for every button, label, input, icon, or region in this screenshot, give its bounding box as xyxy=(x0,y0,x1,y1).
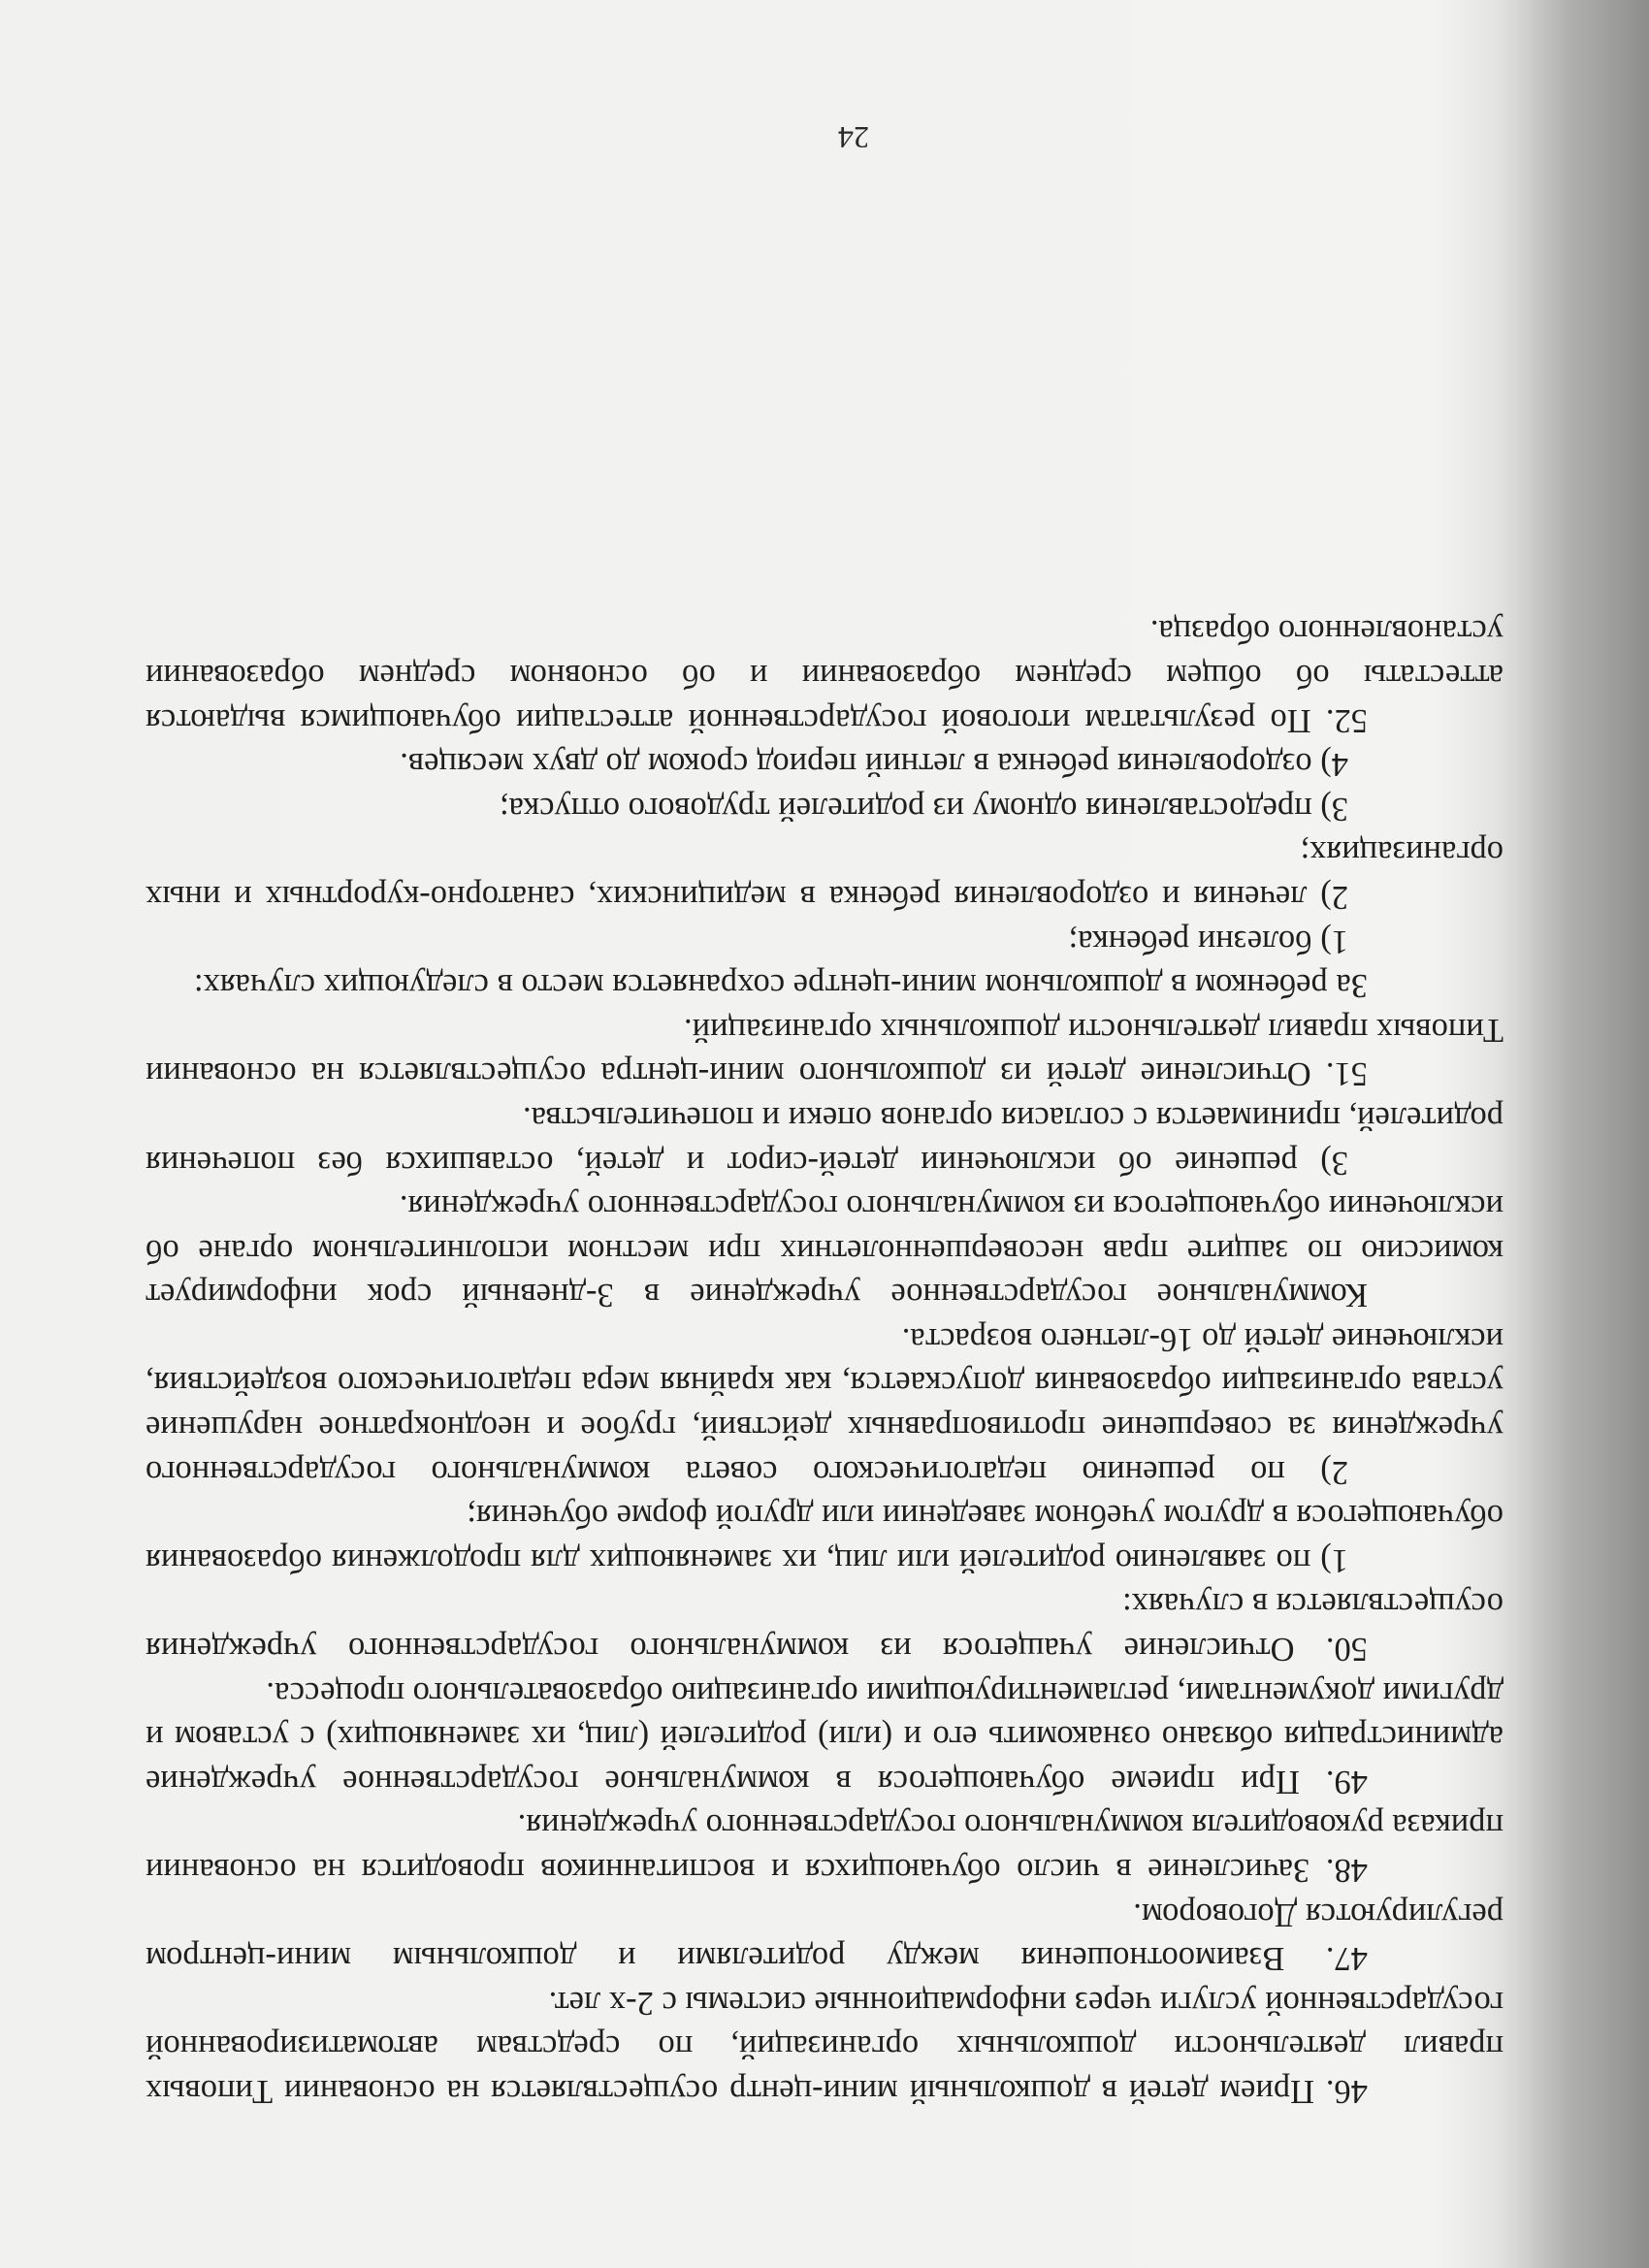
paragraph-50-item-1: 1) по заявлению родителей или лиц, их заменяющих для продолжения образования обучающегося в другом учебном заведении или другой форме обучения; xyxy=(146,1498,1504,1579)
paragraph-48: 48. Зачисление в число обучающихся и воспитанников проводится на основании приказа руководителя коммунального государственного учреждения. xyxy=(146,1807,1504,1890)
paragraph-51-item-4: 4) оздоровления ребенка в летний период сроком до двух месяцев. xyxy=(400,746,1348,784)
paragraph-51-item-1: 1) болезни ребенка; xyxy=(1068,923,1348,960)
paragraph-51-item-2: 2) лечения и оздоровления ребенка в медицинских, санаторно-курортных и иных организациях; xyxy=(146,834,1504,916)
paragraph-49: 49. При приеме обучающегося в коммунальное государственное учреждение администрация обязано ознакомить его и (или) родителей (лиц, их заменяющих) с уставом и другими документами, регламентирующими организацию образовательного процесса. xyxy=(146,1674,1504,1800)
paragraph-46: 46. Прием детей в дошкольный мини-центр осуществляется на основании Типовых правил деятельности дошкольных организаций, по средствам автоматизированной государственной услуги через информационные системы с 2-х лет. xyxy=(146,1984,1504,2110)
document-body xyxy=(146,609,1504,2113)
page-number: 24 xyxy=(838,120,869,155)
paragraph-47: 47. Взаимоотношения между родителями и дошкольным мини-центром регулируются Договором. xyxy=(146,1895,1504,1978)
paragraph-51-item-3: 3) предоставления одному из родителей трудового отпуска; xyxy=(500,790,1348,827)
paragraph-50-item-2: 2) по решению педагогического совета коммунального государственного учреждения за совершение противоправных действий, грубое и неоднократное нарушение устава организации образования допускается, как крайняя мера педагогического воздействия, исключение детей до 16-летнего возраста. xyxy=(146,1320,1504,1491)
paragraph-50-notice: Коммунальное государственное учреждение в 3-дневный срок информирует комиссию по защите прав несовершеннолетних при местном исполнительном органе об исключении обучающегося из коммунального государственного учреждения. xyxy=(146,1188,1504,1314)
paragraph-51: 51. Отчисление детей из дошкольного мини-центра осуществляется на основании Типовых правил деятельности дошкольных организаций. xyxy=(146,1011,1504,1093)
paragraph-50-item-3: 3) решение об исключении детей-сирот и детей, оставшихся без попечения родителей, принимается с согласия органов опеки и попечительства. xyxy=(146,1099,1504,1182)
paragraph-51-intro: За ребенком в дошкольном мини-центре сохраняется место в следующих случаях: xyxy=(193,967,1368,1005)
paragraph-50: 50. Отчисление учащегося из коммунального государственного учреждения осуществляется в случаях: xyxy=(146,1586,1504,1669)
paragraph-52: 52. По результатам итоговой государственной аттестации обучающимся выдаются аттестаты об общем среднем образовании и об основном среднем образовании установленного образца. xyxy=(146,613,1504,739)
